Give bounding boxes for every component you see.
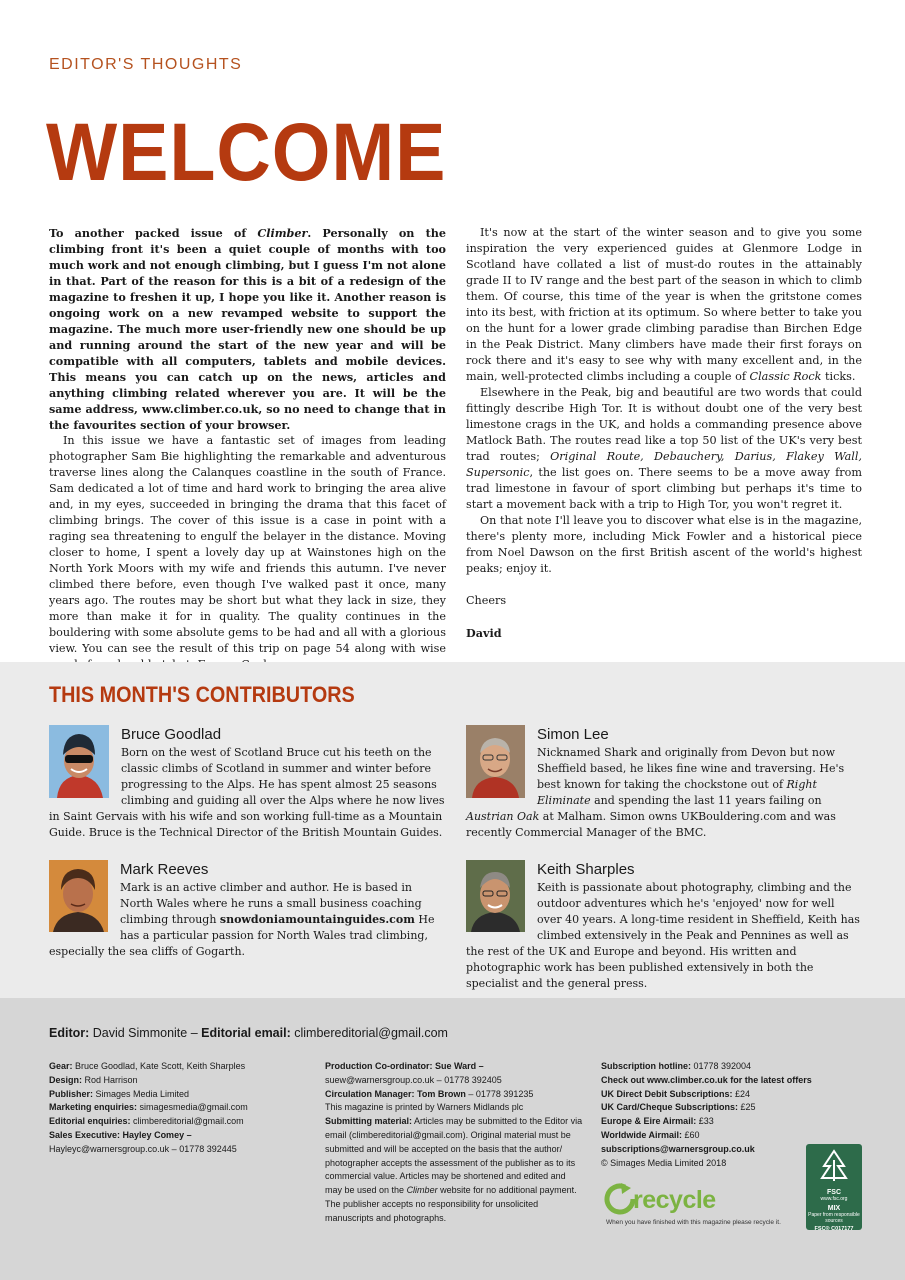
masthead-subscriptions: Subscription hotline: 01778 392004 Check out www.climber.co.uk for the latest offers UK Direct Debit Subscriptions: £24 UK Card/Cheque Subscriptions: £25 Europe & Eire Airmail: £33 Worldwide Airmail: £60 subscriptions@warnersgroup.co.uk © Simages Media Limited 2018 — [601, 1061, 812, 1168]
contributor-card — [466, 860, 862, 992]
avatar — [466, 725, 525, 798]
fsc-code: FSC® C017177 — [814, 1226, 854, 1232]
article-paragraph: Elsewhere in the Peak, big and beautiful are two words that could fittingly describe High Tor. It is without doubt one of the very best limestone crags in the UK, and holds a commanding presence above Matlock Bath. The routes read like a top 50 list of the UK's very best trad routes; Original Route, Debauchery, Darius, Flakey Wall, Supersonic, the list goes on. There seems to be a move away from trad limestone in favour of sport climbing but perhaps it's time to start a movement back with a trip to High Tor, you won't regret it. — [466, 386, 862, 511]
avatar — [49, 860, 108, 932]
fsc-site: www.fsc.org — [820, 1196, 848, 1202]
avatar — [49, 725, 109, 798]
page-title: WELCOME — [46, 107, 447, 198]
avatar — [466, 860, 525, 932]
contributor-card — [466, 725, 862, 841]
contributor-card — [49, 725, 446, 841]
contributor-bio: Mark is an active climber and author. He is based in North Wales where he runs a small business coaching climbing through snowdoniamountainguides.com He has a particular passion for North Wales trad climbing, especially the sea cliffs of Gogarth. — [49, 881, 435, 958]
article-column-right — [466, 225, 862, 641]
article-column-left — [49, 225, 446, 673]
fsc-tree-icon — [816, 1148, 852, 1184]
fsc-mix: MIX — [827, 1205, 841, 1212]
signature: David — [466, 626, 502, 640]
masthead-credits: Gear: Bruce Goodlad, Kate Scott, Keith Sharples Design: Rod Harrison Publisher: Simages Media Limited Marketing enquiries: simagesmedia@gmail.com Editorial enquiries: climbereditorial@gmail.com Sales Executive: Hayley Comey – Hayleyc@warnersgroup.co.uk – 01778 392445 — [49, 1061, 248, 1154]
lead-paragraph: To another packed issue of Climber. Personally on the climbing front it's been a quiet couple of months with too much work and not enough climbing, but I guess I'm not alone in that. Part of the reason for this is a bit of a redesign of the magazine to freshen it up, I hope you like it. Another reason is ongoing work on a new revamped website to support the magazine. The much more user-friendly new one should be up and running around the start of the new year and will be compatible with all computers, tablets and mobile devices. This means you can catch up on the news, articles and anything climbing related wherever you are. It will be the same address, www.climber.co.uk, so no need to change that in the favourites section of your browser. — [49, 226, 446, 432]
contributor-name: Bruce Goodlad — [121, 726, 222, 743]
section-tag: EDITOR'S THOUGHTS — [49, 56, 243, 73]
recycle-logo — [603, 1182, 781, 1226]
recycle-icon — [603, 1182, 637, 1216]
recycle-word: recycle — [633, 1186, 716, 1214]
signoff: Cheers — [466, 594, 507, 607]
masthead-production: Production Co-ordinator: Sue Ward – suew@warnersgroup.co.uk – 01778 392405 Circulation Manager: Tom Brown – 01778 391235 This magazine is printed by Warners Midlands plc Submitting material: Articles may be submitted to the Editor via email (climbereditorial@gmail.com). Original material must be submitted and will be accepted on the basis that the author/ photographer accepts the assessment of the publisher as to its commercial value. Articles may be shortened and edited and may be used on the Climber website for no additional payment. The publisher accepts no responsibility for unsolicited manuscripts and photographs. — [325, 1061, 583, 1223]
fsc-paper: Paper from responsible sources — [808, 1212, 860, 1224]
fsc-badge — [806, 1144, 862, 1230]
contributor-bio: Born on the west of Scotland Bruce cut his teeth on the classic climbs of Scotland in summer and winter before progressing to the Alps. He has spent almost 25 seasons climbing and guiding all over the Alps where he now lives in Saint Gervais with his wife and son working full-time as a Mountain Guide. Bruce is the Technical Director of the British Mountain Guides. — [49, 746, 445, 839]
contributor-name: Keith Sharples — [537, 861, 635, 878]
contributors-title: THIS MONTH'S CONTRIBUTORS — [49, 682, 355, 707]
contributor-bio: Keith is passionate about photography, climbing and the outdoor adventures which he's 'enjoyed' now for well over 40 years. A long-time resident in Sheffield, Keith has climbed extensively in the Peak and Pennines as well as the rest of the UK and Europe and beyond. His written and photographic work has been published extensively in both the specialist and the general press. — [466, 881, 860, 990]
article-paragraph: On that note I'll leave you to discover what else is in the magazine, there's plenty more, including Mick Fowler and a historical piece from Noel Dawson on the first British ascent of the world's highest peaks; enjoy it. — [466, 514, 862, 575]
contributor-card — [49, 860, 446, 960]
fsc-logo-text: FSC — [827, 1189, 841, 1196]
article-paragraph: In this issue we have a fantastic set of images from leading photographer Sam Bie highlighting the remarkable and adventurous traverse lines along the Calanques coastline in the south of France. Sam dedicated a lot of time and hard work to bringing the area alive and, in my eyes, succeeded in bringing the drama that this facet of climbing brings. The cover of this issue is a case in point with a raging sea threatening to engulf the belayer in the distance. Moving closer to home, I spent a lovely day up at Wainstones high on the North York Moors with my wife and friends this autumn. I've never climbed there before, even though I've walked past it once, many years ago. The routes may be short but what they lack in size, they more than make it for in quality. The quality continues in the bouldering with some absolute gems to be had and all with a glorious view. You can see the result of this trip on page 54 along with wise — [49, 434, 446, 655]
contributor-bio: Nicknamed Shark and originally from Devon but now Sheffield based, he likes fine wine and traversing. He's best known for taking the chockstone out of Right Eliminate and spending the last 11 years failing on Austrian Oak at Malham. Simon owns UKBouldering.com and was recently Commercial Manager of the BMC. — [466, 746, 845, 839]
recycle-caption: When you have finished with this magazine please recycle it. — [606, 1219, 781, 1226]
article-paragraph: It's now at the start of the winter season and to give you some inspiration the very experienced guides at Glenmore Lodge in Scotland have collated a list of must-do routes in the attainably grade II to IV range and the best part of the season in which to climb them. Of course, this time of the year is when the gritstone comes into its best, with friction at its optimum. So where better to take you on the hunt for a lower grade climbing paradise than Birchen Edge in the Peak District. Many climbers have made their first forays on rock there and it's easy to see why with many excellent and, in the main, well-protected climbs including a couple of Classic Rock ticks. — [466, 226, 862, 383]
editor-line: Editor: David Simmonite – Editorial email: climbereditorial@gmail.com — [49, 1026, 448, 1040]
contributor-name: Mark Reeves — [120, 861, 209, 878]
contributor-name: Simon Lee — [537, 726, 609, 743]
